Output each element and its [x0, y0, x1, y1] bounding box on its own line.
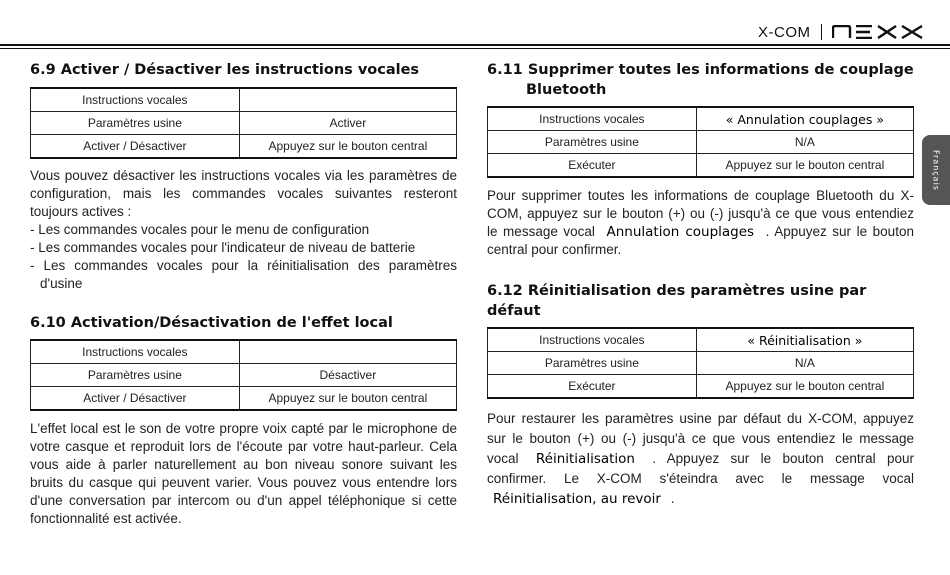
table-row [488, 131, 914, 154]
list-item: - Les commandes vocales pour le menu de configuration [30, 222, 370, 237]
section-6-9 [30, 60, 457, 293]
table-cell: Paramètres usine [31, 364, 240, 387]
table-row [31, 364, 457, 387]
table-cell: Activer / Désactiver [31, 135, 240, 159]
table-row [488, 352, 914, 375]
table-cell: Désactiver [239, 364, 456, 387]
voice-message: Réinitialisation [535, 451, 635, 467]
header-rule-thin [0, 48, 950, 49]
section-6-10-table [30, 339, 457, 411]
section-6-10-paragraph: L'effet local est le son de votre propre voix capté par le microphone de votre casque et reproduit lors de l'écoute par votre haut-parleur. Cela vous aide à parler naturellement au bon niveau sonore suivant les bruits du casque qui peuvent varier. Vous pouvez vous entendre lors d'une conversation par intercom ou d'un appel téléphonique si cette fonctionnalité est activée. [30, 421, 457, 526]
section-6-11 [487, 60, 914, 259]
section-6-12-table [487, 327, 914, 399]
table-cell: Instructions vocales [31, 340, 240, 364]
header-separator [821, 24, 823, 40]
section-6-10-title: 6.10 Activation/Désactivation de l'effet local [30, 315, 393, 331]
section-6-11-table [487, 106, 914, 178]
table-cell: Activer [239, 112, 456, 135]
table-row [31, 135, 457, 159]
table-cell: Instructions vocales [31, 88, 240, 112]
section-6-9-list [30, 221, 457, 293]
table-row [488, 375, 914, 399]
section-6-11-title-line1: 6.11 Supprimer toutes les informations de couplage [487, 62, 914, 78]
table-cell [239, 340, 456, 364]
section-6-9-title: 6.9 Activer / Désactiver les instructions vocales [30, 62, 420, 78]
paragraph-text: Pour supprimer toutes les informations de couplage Bluetooth du X-COM, appuyez sur le bouton (+) ou (-) jusqu'à ce que vous entendiez le message vocal [487, 188, 914, 239]
table-cell [239, 88, 456, 112]
table-cell: Appuyez sur le bouton central [696, 154, 913, 178]
table-cell: Appuyez sur le bouton central [239, 387, 456, 411]
list-item: - Les commandes vocales pour l'indicateur de niveau de batterie [30, 240, 416, 255]
table-cell: N/A [696, 131, 913, 154]
nexx-logo [832, 25, 924, 39]
table-cell: Paramètres usine [31, 112, 240, 135]
table-cell: Activer / Désactiver [31, 387, 240, 411]
table-cell: Exécuter [488, 375, 697, 399]
table-cell: Instructions vocales [488, 107, 697, 131]
language-tab-label: Français [931, 149, 941, 191]
section-6-11-title-line2: Bluetooth [526, 82, 607, 98]
left-column [30, 60, 457, 528]
paragraph-text: Pour restaurer les paramètres usine par défaut du X-COM, appuyez sur le bouton (+) ou (-) jusqu'à ce que vous entendiez le message vocal [487, 411, 914, 466]
table-cell: Appuyez sur le bouton central [696, 375, 913, 399]
table-cell: N/A [696, 352, 913, 375]
section-6-11-title [487, 60, 914, 100]
table-row [488, 328, 914, 352]
table-cell: « Annulation couplages » [696, 107, 913, 131]
paragraph-text: . Appuyez sur le bouton central pour confirmer. Le X-COM s'éteindra avec le message vocal [487, 451, 914, 486]
paragraph-text: . Appuyez sur le bouton central pour confirmer. [487, 224, 914, 257]
table-row [31, 387, 457, 411]
product-name: X-COM [758, 23, 811, 41]
table-cell: « Réinitialisation » [696, 328, 913, 352]
language-tab [922, 135, 950, 205]
table-row [31, 88, 457, 112]
section-6-11-paragraph [487, 187, 914, 259]
page-header [758, 22, 924, 42]
table-cell: Paramètres usine [488, 131, 697, 154]
right-column [487, 60, 914, 509]
table-cell: Instructions vocales [488, 328, 697, 352]
list-item: - Les commandes vocales pour la réinitialisation des paramètres d'usine [30, 258, 457, 291]
header-rule [0, 44, 950, 46]
section-6-10 [30, 313, 457, 528]
table-cell: Appuyez sur le bouton central [239, 135, 456, 159]
table-row [488, 154, 914, 178]
section-6-9-table [30, 87, 457, 159]
table-row [31, 340, 457, 364]
section-6-12 [487, 281, 914, 509]
paragraph-text: . [670, 491, 675, 506]
table-cell: Paramètres usine [488, 352, 697, 375]
voice-message: Réinitialisation, au revoir [493, 491, 661, 507]
table-row [31, 112, 457, 135]
table-row [488, 107, 914, 131]
table-cell: Exécuter [488, 154, 697, 178]
voice-message: Annulation couplages [606, 224, 755, 240]
section-6-12-title: 6.12 Réinitialisation des paramètres usine par défaut [487, 283, 867, 319]
section-6-12-paragraph [487, 409, 914, 509]
section-6-9-paragraph: Vous pouvez désactiver les instructions vocales via les paramètres de configuration, mais les commandes vocales suivantes resteront toujours actives : [30, 168, 457, 219]
